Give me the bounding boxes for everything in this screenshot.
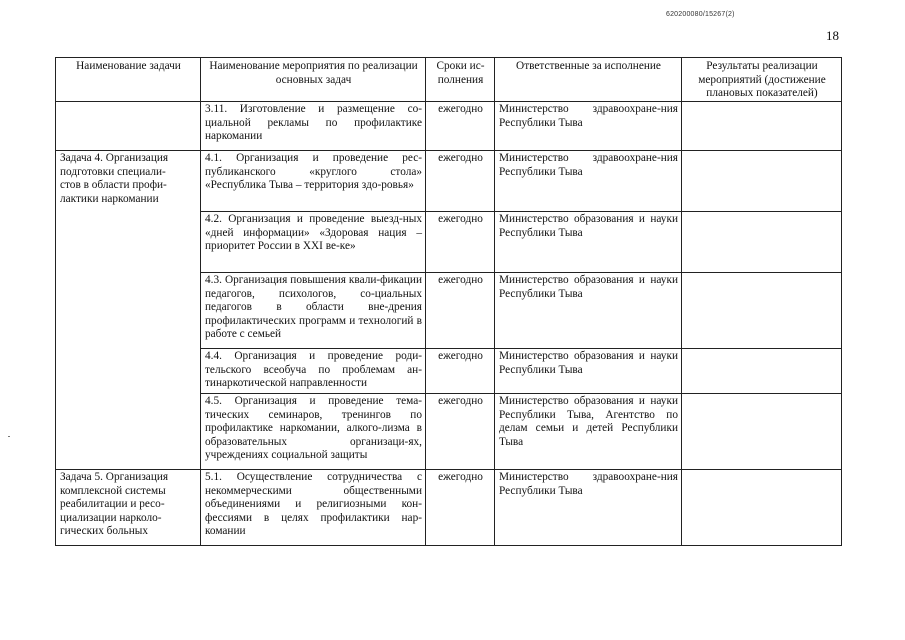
activity-cell: 4.1. Организация и проведение рес-публиканского «круглого стола» «Республика Тыва – территория здо-ровья» <box>201 151 426 212</box>
task-5-cell <box>56 470 201 546</box>
table-row <box>56 102 842 151</box>
document-code: 620200080/15267(2) <box>666 11 735 18</box>
result-cell <box>682 394 842 470</box>
result-cell <box>682 102 842 151</box>
term-cell: ежегодно <box>426 273 495 349</box>
column-header-activity: Наименование мероприятия по реализации основных задач <box>201 58 426 102</box>
responsible-cell: Министерство образования и науки Республики Тыва, Агентство по делам семьи и детей Республики Тыва <box>495 394 682 470</box>
term-cell: ежегодно <box>426 102 495 151</box>
table-header-row <box>56 58 842 102</box>
task-5-line: комплексной системы <box>60 484 166 497</box>
activity-cell: 5.1. Осуществление сотрудничества с некоммерческими общественными объединениями и религиозными кон-фессиями в целях профилактики нар-комании <box>201 470 426 546</box>
responsible-cell: Министерство образования и науки Республики Тыва <box>495 349 682 394</box>
task-5-line: Задача 5. Организация <box>60 471 169 483</box>
task-4-cell <box>56 151 201 470</box>
result-cell <box>682 151 842 212</box>
table-row <box>56 151 842 212</box>
page-number: 18 <box>826 28 839 43</box>
margin-mark <box>8 436 10 437</box>
result-cell <box>682 212 842 273</box>
responsible-cell: Министерство здравоохране-ния Республики Тыва <box>495 470 682 546</box>
task-5-line: реабилитации и ресо- <box>60 498 165 511</box>
result-cell <box>682 349 842 394</box>
responsible-cell: Министерство здравоохране-ния Республики Тыва <box>495 102 682 151</box>
activity-cell: 4.2. Организация и проведение выезд-ных «дней информации» «Здоровая нация – приоритет России в XXI ве-ке» <box>201 212 426 273</box>
term-cell: ежегодно <box>426 394 495 470</box>
task-4-line: Задача 4. Организация <box>60 152 169 164</box>
activity-cell: 4.5. Организация и проведение тема-тических семинаров, тренингов по профилактике наркомании, алкого-лизма в образовательных организаци-ях, учреждениях социальной защиты <box>201 394 426 470</box>
activity-cell: 4.4. Организация и проведение роди-тельского всеобуча по проблемам ан-тинаркотической направленности <box>201 349 426 394</box>
responsible-cell: Министерство образования и науки Республики Тыва <box>495 212 682 273</box>
action-plan-table <box>55 57 842 546</box>
activity-cell: 4.3. Организация повышения квали-фикации педагогов, психологов, со-циальных педагогов в области вне-дрения профилактических программ и технологий в работе с семьей <box>201 273 426 349</box>
column-header-responsible: Ответственные за исполнение <box>495 58 682 102</box>
responsible-cell: Министерство здравоохране-ния Республики Тыва <box>495 151 682 212</box>
task-5-line: гических больных <box>60 525 148 538</box>
task-4-line: лактики наркомании <box>60 192 159 205</box>
term-cell: ежегодно <box>426 470 495 546</box>
term-cell: ежегодно <box>426 151 495 212</box>
task-5-line: циализации нарколо- <box>60 511 162 524</box>
table-row <box>56 470 842 546</box>
result-cell <box>682 273 842 349</box>
column-header-term: Сроки ис-полнения <box>426 58 495 102</box>
term-cell: ежегодно <box>426 212 495 273</box>
column-header-results: Результаты реализации мероприятий (достижение плановых показателей) <box>682 58 842 102</box>
column-header-task: Наименование задачи <box>56 58 201 102</box>
result-cell <box>682 470 842 546</box>
task-cell-empty <box>56 102 201 151</box>
activity-cell: 3.11. Изготовление и размещение со-циальной рекламы по профилактике наркомании <box>201 102 426 151</box>
term-cell: ежегодно <box>426 349 495 394</box>
task-4-line: подготовки специали- <box>60 165 166 178</box>
task-4-line: стов в области профи- <box>60 179 167 192</box>
responsible-cell: Министерство образования и науки Республики Тыва <box>495 273 682 349</box>
